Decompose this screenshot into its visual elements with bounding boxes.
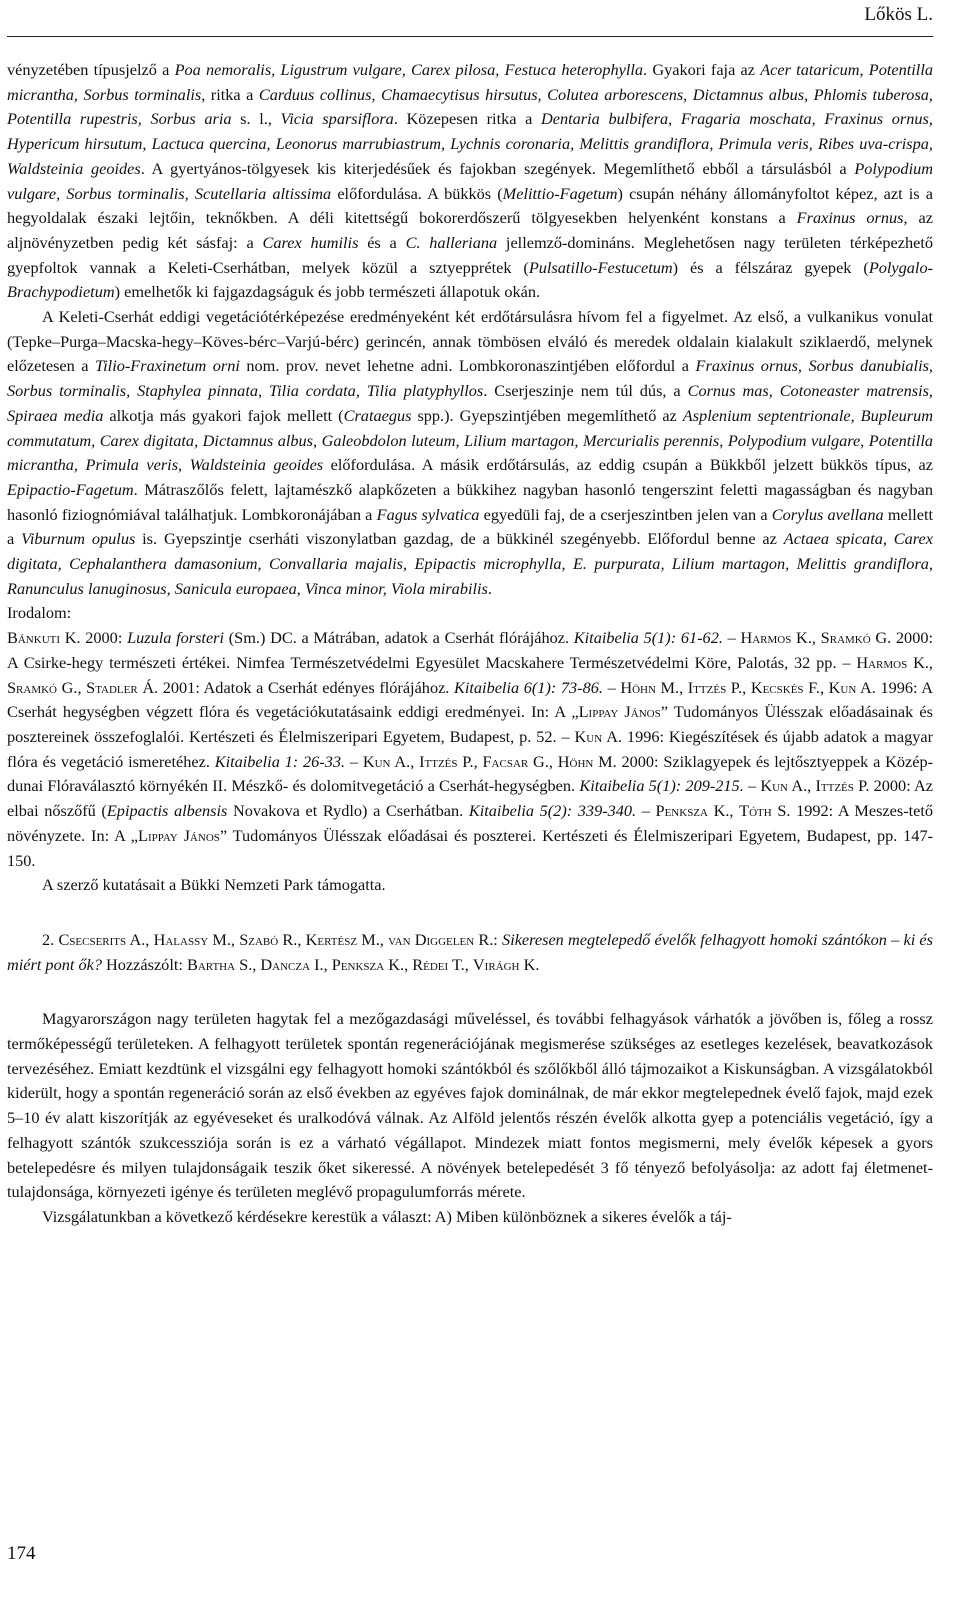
text-run: Irodalom: bbox=[7, 603, 72, 623]
text-run: nom. prov. nevet lehetne adni. Lombkoronaszintjében előfordul a bbox=[239, 356, 696, 376]
text-run: – bbox=[345, 751, 363, 771]
text-run: A Keleti-Cserhát eddigi vegetációtérképezése eredményeként két erdőtársulásra hívom fel a figyelmet. Az első, a vulkanikus vonulat (Tepke–Purga–Macska-hegy–Köves-bérc–Varjú-bérc) gerincén, annak tömbösen elváló és meredek oldalain kialakult sziklaerdő, melynek előzetesen a bbox=[7, 307, 933, 376]
italic-run: Polygalo-Brachypodietum bbox=[7, 257, 934, 302]
italic-run: Carex humilis bbox=[262, 232, 359, 252]
author-name: Kecskés bbox=[750, 677, 804, 697]
text-run: vényzetében típusjelző a bbox=[7, 60, 175, 79]
literature-list bbox=[7, 626, 933, 873]
text-run: G., bbox=[57, 677, 87, 697]
author-name: Höhn bbox=[620, 677, 656, 697]
author-name: Facsar bbox=[482, 751, 529, 771]
text-run: M. 2000: Sziklagyepek és lejtősztyeppek a Közép-dunai Flóraválasztó környékén II. Mészkő- és dolomitvegetáció a Cserhát-hegységben. bbox=[7, 751, 934, 796]
text-run: A., bbox=[788, 776, 816, 796]
italic-run: Carduus collinus, Chamaecytisus hirsutus, Colutea arborescens, Dictamnus albus, Phlomis tuberosa, Potentilla rupestris, Sorbus aria bbox=[7, 84, 933, 129]
italic-run: C. halleriana bbox=[405, 232, 498, 252]
header-rule bbox=[7, 36, 933, 37]
text-run: ) emelhetők ki fajgazdagságuk és jobb természeti állapotuk okán. bbox=[114, 282, 541, 302]
italic-run: Cornus mas, Cotoneaster matrensis, Spiraea media bbox=[7, 381, 934, 425]
italic-run: Poa nemoralis, Ligustrum vulgare, Carex pilosa, Festuca heterophylla bbox=[174, 60, 644, 79]
text-run: . Mátraszőlős felett, lajtamészkő alapkőzeten a bükkihez nagyban hasonló tengerszint feletti magasságban és nagyban hasonló fiziognómiával találhatjuk. Lombkoronájában a bbox=[7, 479, 933, 524]
text-run: – bbox=[636, 801, 656, 821]
text-run: A. 1996: A Cserhát hegységben végzett flóra és vegetációkutatásaink eddigi eredményei. In: A „ bbox=[7, 677, 934, 722]
text-run: Hozzászólt: bbox=[101, 954, 187, 974]
italic-run: Kitaibelia 1: 26-33. bbox=[214, 751, 346, 771]
italic-run: Kitaibelia 5(1): 209-215. bbox=[579, 776, 744, 796]
italic-run: Vicia sparsiflora bbox=[280, 109, 394, 129]
author-name: Kun bbox=[760, 776, 789, 796]
author-name: Höhn bbox=[557, 751, 594, 771]
text-run: T., bbox=[448, 954, 473, 974]
text-run: F., bbox=[803, 677, 829, 697]
italic-run: Polypodium vulgare, Sorbus torminalis, Scutellaria altissima bbox=[7, 158, 933, 203]
text-run: . A gyertyános-tölgyesek kis kiterjedésűek és fajokban szegények. Megemlíthető ebből a társulásból a bbox=[140, 158, 855, 178]
italic-run: Tilio-Fraxinetum orni bbox=[95, 356, 240, 376]
text-run: S., bbox=[235, 954, 261, 974]
author-name: Penksza bbox=[655, 801, 708, 821]
text-run: egyedüli faj, de a cserjeszintben jelen van a bbox=[479, 504, 772, 524]
italic-run: Fagus sylvatica bbox=[376, 504, 480, 524]
italic-run: Dentaria bulbifera, Fragaria moschata, Fraxinus ornus, Hypericum hirsutum, Lactuca quercina, Leonorus marrubiastrum, Lychnis coronaria, Melittis grandiflora, Primula veris, Ribes uva-crispa, Waldsteinia geoides bbox=[7, 109, 933, 178]
author-name: Csecserits bbox=[58, 929, 127, 949]
italic-run: Fraxinus ornus, Sorbus danubialis, Sorbus torminalis, Staphylea pinnata, Tilia cordata, Tilia platyphyllos bbox=[7, 356, 933, 401]
document-page bbox=[7, 0, 933, 1605]
author-name: Kun bbox=[574, 726, 603, 746]
text-run: – bbox=[743, 776, 761, 796]
author-name: Sramkó bbox=[7, 677, 58, 697]
author-name: Rédei bbox=[412, 954, 449, 974]
italic-run: Asplenium septentrionale, Bupleurum commutatum, Carex digitata, Dictamnus albus, Galeobdolon luteum, Lilium martagon, Mercurialis perennis, Polypodium vulgare, Potentilla micrantha, Primula veris, Waldsteinia geoides bbox=[7, 405, 934, 475]
author-name: Kun bbox=[828, 677, 857, 697]
text-run: , az aljnövényzetben pedig két sásfaj: a bbox=[7, 208, 933, 252]
author-name: Tóth bbox=[739, 801, 772, 821]
text-run: jellemző-domináns. Meglehetősen nagy területen térképezhető gyepfoltok vannak a Keleti-Cserhátban, melyek közül a sztyepprétek ( bbox=[7, 232, 934, 277]
text-run: – bbox=[722, 628, 741, 648]
author-name: Virágh bbox=[472, 954, 520, 974]
text-run: R.: bbox=[474, 929, 503, 949]
author-name: Halassy bbox=[153, 929, 209, 949]
italic-run: Viburnum opulus bbox=[21, 529, 136, 549]
text-run: K., bbox=[384, 954, 413, 974]
page-number: 174 bbox=[7, 1543, 36, 1564]
text-run: előfordulása. A bükkös ( bbox=[331, 183, 503, 203]
italic-run: Pulsatillo-Festucetum bbox=[528, 257, 673, 277]
acknowledgement bbox=[7, 873, 933, 898]
author-name: Harmos bbox=[740, 628, 792, 648]
italic-run: Fraxinus ornus bbox=[796, 208, 904, 228]
text-run: – bbox=[602, 677, 621, 697]
text-run: ) csupán néhány állományfoltot képez, azt is a hegyoldalak északi lejtőin, teknőkben. A déli kitettségű bokorerdőszerű tölgyesekben helyenként konstans a bbox=[7, 183, 933, 228]
abstract-title bbox=[7, 928, 933, 977]
text-run: Vizsgálatunkban a következő kérdésekre kerestük a választ: A) Miben különböznek a sikeres évelők a táj- bbox=[42, 1206, 732, 1226]
text-run: K., bbox=[791, 628, 821, 648]
italic-run: Luzula forsteri bbox=[127, 628, 225, 648]
text-run: I., bbox=[310, 954, 332, 974]
text-run: ) és a félszáraz gyepek ( bbox=[672, 257, 869, 277]
author-name: Ittzés bbox=[419, 751, 458, 771]
text-run: ” Tudományos Ülésszak előadásainak és posztereinek összefoglalói. Kertészeti és Élelmiszeripari Egyetem, Budapest, p. 52. – bbox=[7, 702, 933, 746]
text-run: S. 1992: A Meszes-tető növényzete. In: A „ bbox=[7, 801, 934, 845]
text-run: Á. 2001: Adatok a Cserhát edényes flórájához. bbox=[137, 677, 454, 697]
text-run: . Gyakori faja az bbox=[643, 60, 761, 79]
author-name: van Diggelen bbox=[388, 929, 475, 949]
author-name: Ittzés bbox=[687, 677, 727, 697]
italic-run: Kitaibelia 5(2): 339-340. bbox=[468, 801, 637, 821]
author-name: Szabó bbox=[239, 929, 279, 949]
italic-run: Corylus avellana bbox=[771, 504, 884, 524]
text-run: s. l., bbox=[231, 109, 281, 129]
author-name: Dancza bbox=[260, 954, 311, 974]
italic-run: Melittio-Fagetum bbox=[502, 183, 618, 203]
author-name: Sramkó bbox=[820, 628, 871, 648]
text-run: K. 2000: bbox=[60, 628, 128, 648]
text-run: P. 2000: Az elbai nőszőfű ( bbox=[7, 776, 934, 821]
author-name: Stadler bbox=[86, 677, 138, 697]
author-name: Penksza bbox=[331, 954, 385, 974]
author-name: Kun bbox=[362, 751, 391, 771]
running-head: Lőkös L. bbox=[864, 4, 933, 25]
italic-run: Epipactis albensis bbox=[106, 801, 228, 821]
text-run: G., bbox=[528, 751, 558, 771]
text-run: A., bbox=[126, 929, 154, 949]
paragraph-research-questions bbox=[7, 1205, 933, 1230]
author-name: Ittzés bbox=[815, 776, 854, 796]
italic-run: Crataegus bbox=[343, 405, 412, 425]
author-name: Bánkuti bbox=[7, 628, 61, 648]
text-run: K. bbox=[519, 954, 540, 974]
author-name: Harmos bbox=[856, 652, 908, 672]
text-run: K., bbox=[907, 652, 933, 672]
text-run: spp.). Gyepszintjében megemlíthető az bbox=[411, 405, 683, 425]
text-run: is. Gyepszintje cserháti viszonylatban gazdag, de a bükkinél szegényebb. Előfordul benne az bbox=[135, 529, 784, 549]
text-run: G. 2000: A Csirke-hegy természeti értékei. Nimfea Természetvédelmi Egyesület Macskahere Természetvédelmi Köre, Palotás, 32 pp. – bbox=[7, 628, 934, 672]
text-run: M., bbox=[208, 929, 240, 949]
text-run: , ritka a bbox=[201, 84, 259, 104]
text-run: Magyarországon nagy területen hagytak fel a mezőgazdasági műveléssel, és további felhagyások várhatók a jövőben is, főleg a rossz termőképességű területeken. A felhagyott területek spontán regenerációjának megismerése szükséges az esetleges kezelések, beavatkozások tervezéséhez. Emiatt kezdtünk el vizsgálni egy felhagyott homoki szántókból és szőlőkből álló tájmozaikot a Kiskunságban. A vizsgálatokból kiderült, hogy a spontán regeneráció során az első években az egyéves fajok dominálnak, de már ekkor megtelepednek évelő fajok, majd ezek 5–10 év alatt kiszorítják az egyéveseket és uralkodóvá válnak. Az Alföld jelentős részén évelők alkotta gyep a potenciális vegetáció, így a felhagyott szántók szukcessziója során is ez a várható végállapot. Mindezek miatt fontos megismerni, mely évelők képesek a gyors betelepedésre és milyen tulajdonságaik teszik őket sikeressé. A növények betelepedését 3 fő tényező befolyásolja: az adott faj életmenet-tulajdonsága, környezeti igénye és területen meglévő propagulumforrás mérete. bbox=[7, 1009, 933, 1202]
text-run: . Cserjeszinje nem túl dús, a bbox=[483, 381, 688, 401]
literature-heading bbox=[7, 601, 933, 626]
italic-run: Kitaibelia 5(1): 61-62. bbox=[573, 628, 723, 648]
author-name: Bartha bbox=[186, 954, 236, 974]
author-name: Lippay János bbox=[578, 702, 661, 722]
text-run: P., bbox=[726, 677, 751, 697]
text-run: 2. bbox=[42, 929, 59, 949]
paragraph-forest-associations bbox=[7, 305, 933, 601]
text-run: M., bbox=[357, 929, 389, 949]
author-name: Kertész bbox=[305, 929, 358, 949]
text-run: Novakova et Rydlo) a Cserhátban. bbox=[227, 801, 469, 821]
text-run: A szerző kutatásait a Bükki Nemzeti Park támogatta. bbox=[42, 875, 386, 895]
text-run: A., bbox=[390, 751, 420, 771]
italic-run: Epipactio-Fagetum bbox=[7, 479, 134, 499]
text-run: K., bbox=[707, 801, 740, 821]
text-run: (Sm.) DC. a Mátrában, adatok a Cserhát flórájához. bbox=[224, 628, 574, 648]
italic-run: Sikeresen megtelepedő évelők felhagyott homoki szántókon – ki és miért pont ők? bbox=[7, 929, 933, 974]
text-run: alkotja más gyakori fajok mellett ( bbox=[103, 405, 344, 425]
text-run: . Közepesen ritka a bbox=[393, 109, 541, 129]
author-name: Lippay János bbox=[138, 825, 220, 845]
text-run: M., bbox=[655, 677, 688, 697]
text-run: R., bbox=[278, 929, 306, 949]
text-run: P., bbox=[457, 751, 483, 771]
italic-run: Actaea spicata, Carex digitata, Cephalanthera damasonium, Convallaria majalis, Epipactis microphylla, E. purpurata, Lilium martagon, Melittis grandiflora, Ranunculus lanuginosus, Sanicula europaea, Vinca minor, Viola mirabilis bbox=[7, 529, 933, 598]
text-run: mellett a bbox=[7, 504, 934, 549]
italic-run: Acer tataricum, Potentilla micrantha, Sorbus torminalis bbox=[7, 60, 933, 104]
text-run: . bbox=[487, 578, 492, 598]
italic-run: Kitaibelia 6(1): 73-86. bbox=[454, 677, 603, 697]
text-run: és a bbox=[358, 232, 406, 252]
page-body bbox=[7, 58, 933, 1230]
paragraph-abstract-intro bbox=[7, 1007, 933, 1205]
text-run: ” Tudományos Ülésszak előadásai és poszterei. Kertészeti és Élelmiszeripari Egyetem, Budapest, pp. 147-150. bbox=[7, 825, 934, 870]
text-run: előfordulása. A másik erdőtársulás, az eddig csupán a Bükkből jelzett bükkös típus, az bbox=[323, 455, 934, 475]
text-run: A. 1996: Kiegészítések és újabb adatok a magyar flóra és vegetáció ismeretéhez. bbox=[7, 726, 933, 771]
paragraph-vegetation bbox=[7, 58, 933, 305]
